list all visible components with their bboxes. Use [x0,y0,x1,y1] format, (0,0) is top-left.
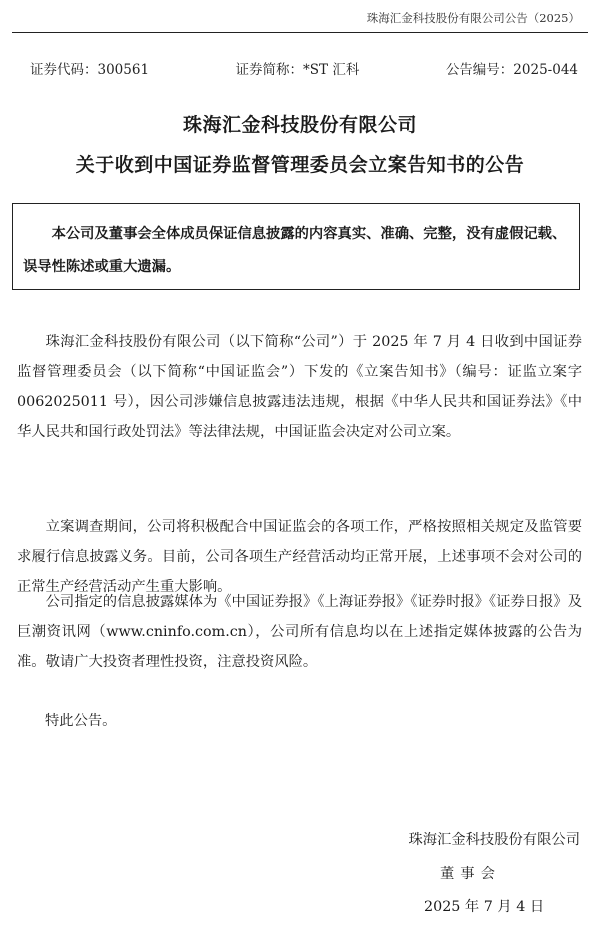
meta-row [30,58,578,78]
disclaimer-box [12,203,580,290]
running-header: 珠海汇金科技股份有限公司公告（2025） [366,11,580,25]
disclaimer-text: 本公司及董事会全体成员保证信息披露的内容真实、准确、完整，没有虚假记载、误导性陈述或重大遗漏。 [23,226,567,275]
body-paragraph-1: 珠海汇金科技股份有限公司（以下简称“公司”）于 2025 年 7 月 4 日收到中国证券监督管理委员会（以下简称“中国证监会”）下发的《立案告知书》（编号：证监立案字 0062025011 号），因公司涉嫌信息披露违法违规，根据《中华人民共和国证券法》《中华人民共和国行政处罚法》等法律法规，中国证监会决定对公司立案。 [17,334,582,440]
body-paragraph-2: 立案调查期间，公司将积极配合中国证监会的各项工作，严格按照相关规定及监管要求履行信息披露义务。目前，公司各项生产经营活动均正常开展，上述事项不会对公司的正常生产经营活动产生重大影响。 [17,519,582,595]
signature-company: 珠海汇金科技股份有限公司 [408,832,580,848]
document-title-company: 珠海汇金科技股份有限公司 [182,114,417,136]
header-divider [12,32,588,33]
document-title-subject: 关于收到中国证券监督管理委员会立案告知书的公告 [75,154,525,176]
stock-code: 证券代码：300561 [30,62,150,78]
closing-statement: 特此公告。 [45,713,117,729]
body-paragraph-3: 公司指定的信息披露媒体为《中国证券报》《上海证券报》《证券时报》《证券日报》及巨潮资讯网（www.cninfo.com.cn），公司所有信息均以在上述指定媒体披露的公告为准。敬请广大投资者理性投资，注意投资风险。 [17,594,582,670]
stock-abbreviation: 证券简称：*ST 汇科 [235,62,360,78]
signature-date: 2025 年 7 月 4 日 [424,899,545,915]
signature-board: 董事会 [440,866,501,882]
announcement-number: 公告编号：2025-044 [445,62,578,78]
